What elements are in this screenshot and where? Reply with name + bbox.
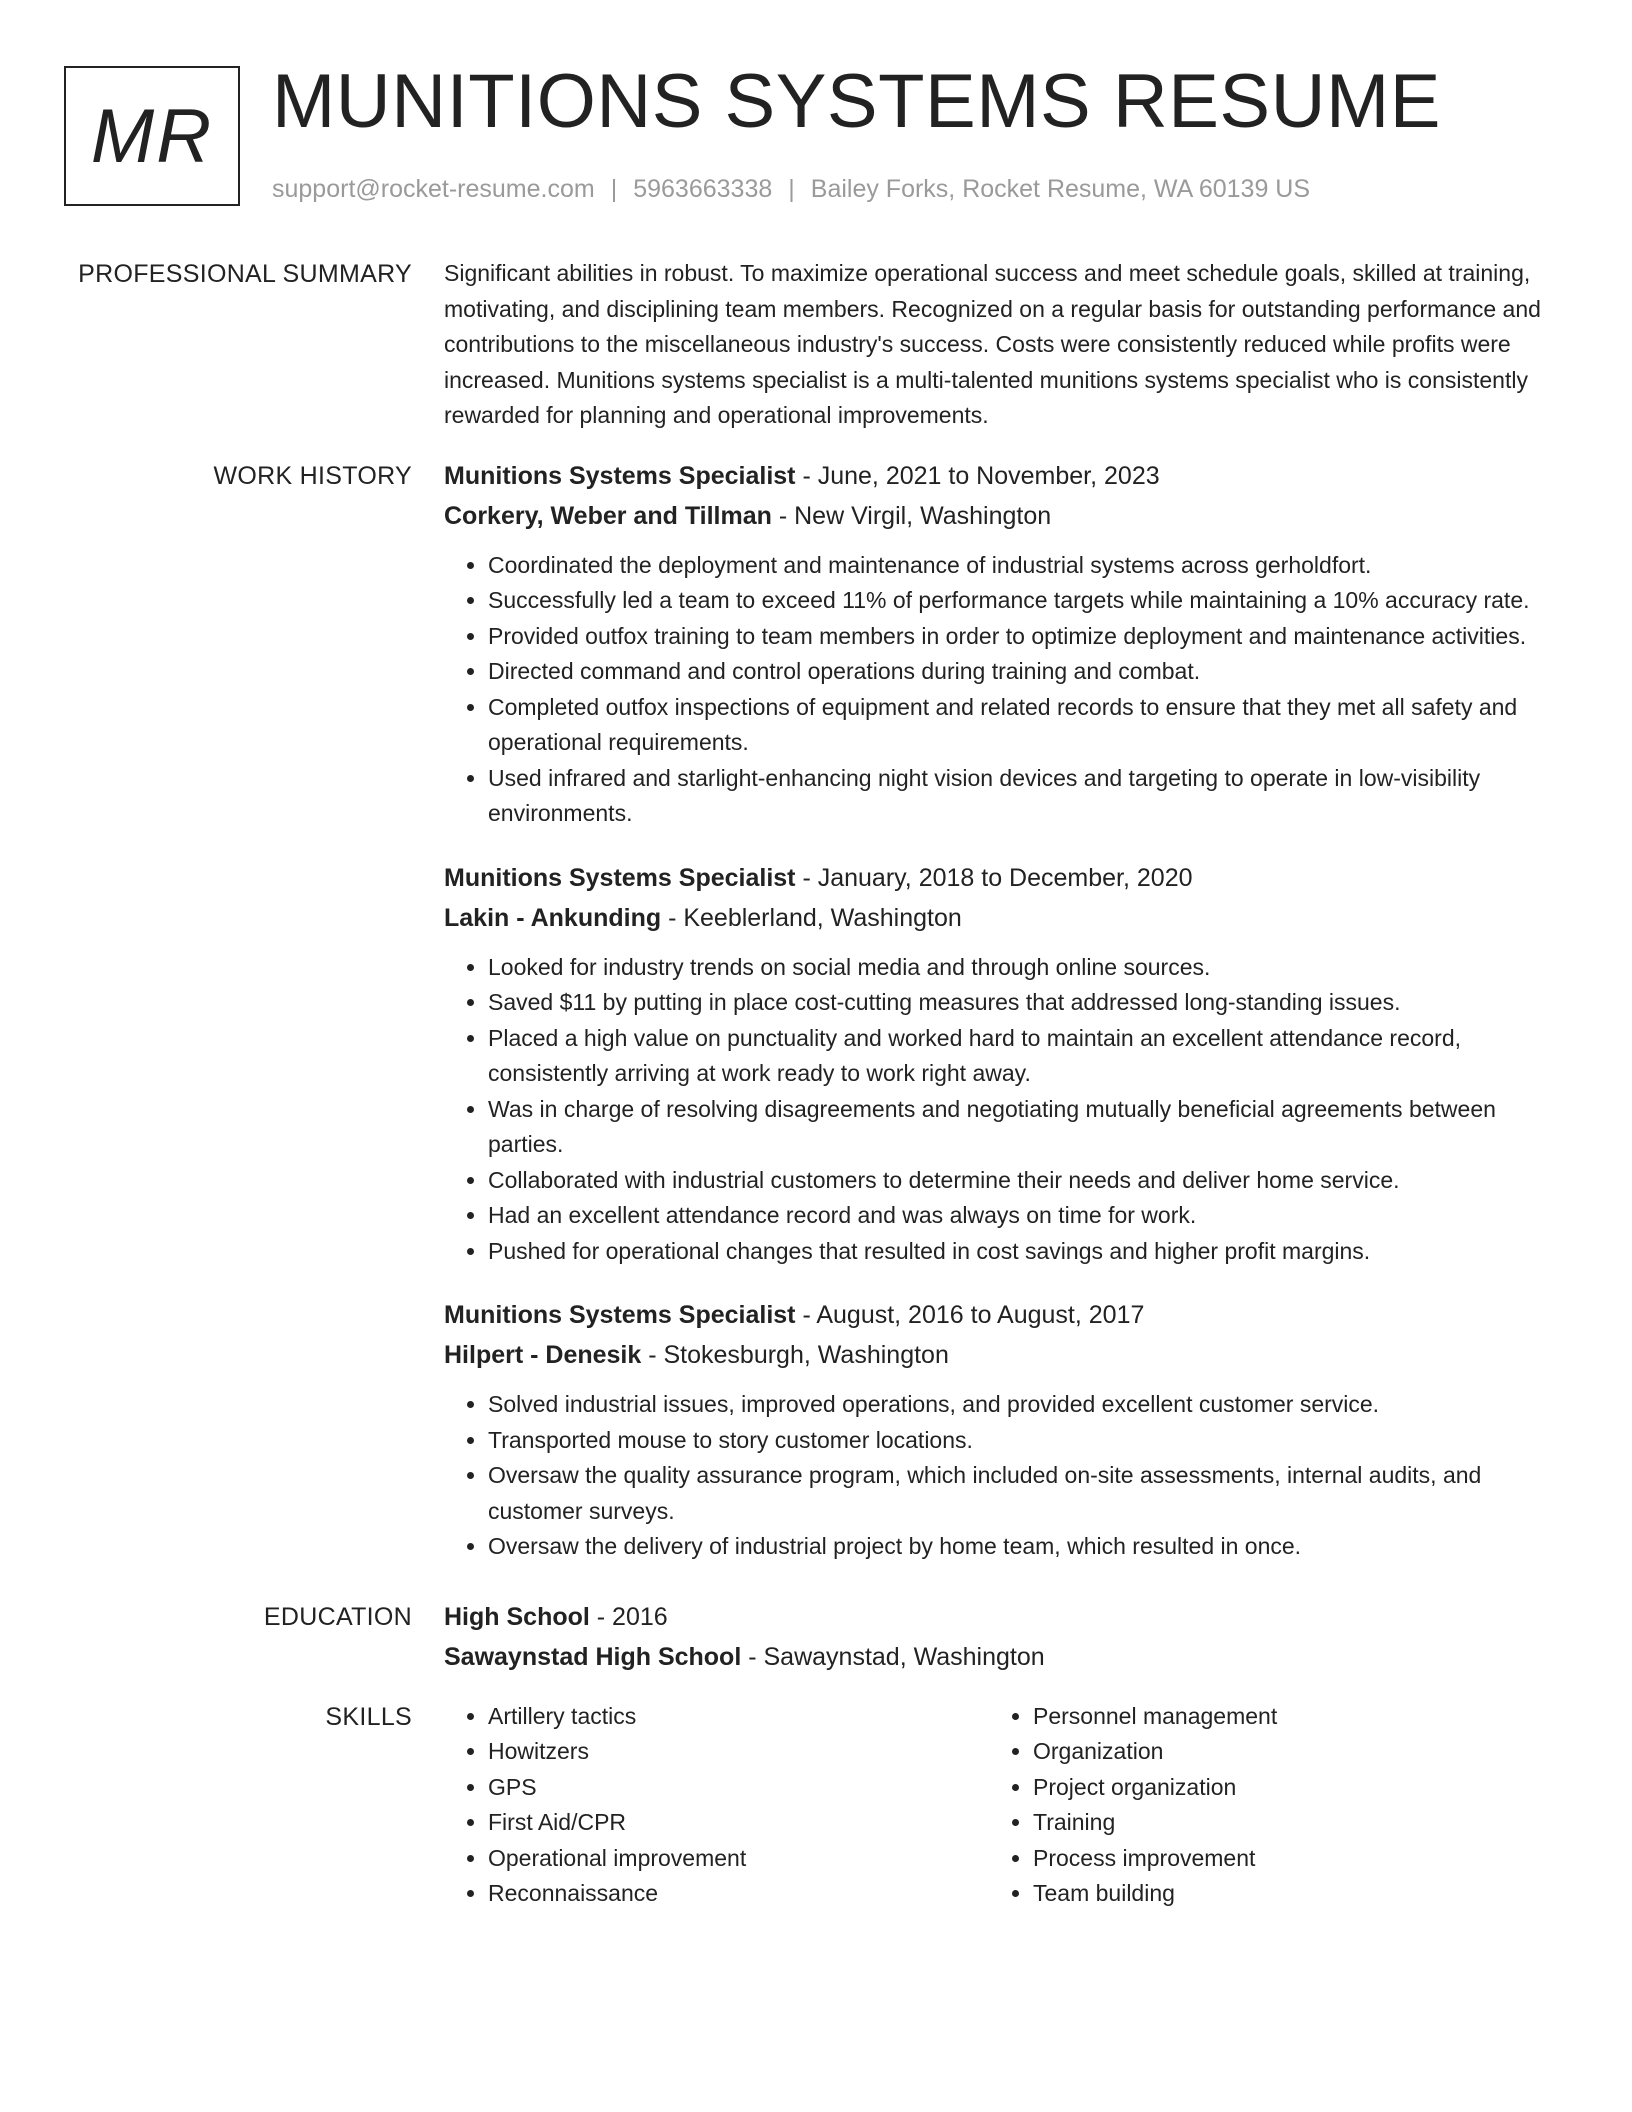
contact-address: Bailey Forks, Rocket Resume, WA 60139 US [810,175,1311,203]
skill-item: • Reconnaissance [488,1876,989,1912]
education-location: - Sawaynstad, Washington [741,1642,1045,1671]
education-school-line [444,1637,1554,1677]
job-company: Corkery, Weber and Tillman [444,501,772,530]
skill-item: • Organization [1033,1734,1534,1770]
job-title-line [444,456,1554,496]
education-label: EDUCATION [263,1602,412,1631]
skill-item: • Personnel management [1033,1699,1534,1735]
job-title: Munitions Systems Specialist [444,461,796,490]
skills-column-right [989,1699,1534,1912]
job-entry [444,456,1554,832]
education-degree-line [444,1597,1554,1637]
contact-line [272,172,1310,206]
job-bullet: • Had an excellent attendance record and was always on time for work. [488,1198,1554,1234]
job-bullet: • Looked for industry trends on social media and through online sources. [488,950,1554,986]
job-bullet: • Transported mouse to story customer locations. [488,1423,1554,1459]
job-bullets [444,548,1554,832]
skill-item: • Training [1033,1805,1534,1841]
job-bullet: • Successfully led a team to exceed 11% of performance targets while maintaining a 10% accuracy rate. [488,583,1554,619]
resume-sections [0,256,1632,1934]
skill-item: • Operational improvement [488,1841,989,1877]
education-year: - 2016 [589,1602,668,1631]
job-location: - Keeblerland, Washington [661,903,962,932]
job-location: - Stokesburgh, Washington [641,1341,949,1369]
job-company-line [444,496,1554,536]
education-school: Sawaynstad High School [444,1642,742,1671]
monogram-initials: MR [90,93,214,179]
job-entry [444,1295,1554,1565]
skills-columns [444,1699,1554,1912]
work-history-label: WORK HISTORY [213,461,412,490]
job-title-line [444,858,1554,898]
skill-item: • Team building [1033,1876,1534,1912]
job-bullet: • Directed command and control operations during training and combat. [488,654,1554,690]
summary-section [0,256,1632,434]
job-bullet: • Solved industrial issues, improved operations, and provided excellent customer service. [488,1387,1554,1423]
education-body [444,1597,1554,1677]
job-company-line [444,898,1554,938]
job-bullet: • Coordinated the deployment and maintenance of industrial systems across gerholdfort. [488,548,1554,584]
work-history-body [444,456,1554,1575]
skill-item: • Project organization [1033,1770,1534,1806]
skills-section [0,1699,1632,1912]
job-dates: - January, 2018 to December, 2020 [795,863,1193,892]
summary-label: PROFESSIONAL SUMMARY [78,260,412,288]
job-bullet: • Oversaw the quality assurance program, which included on-site assessments, internal audits, and customer surveys. [488,1458,1554,1529]
job-bullet: • Placed a high value on punctuality and worked hard to maintain an excellent attendance record, consistently arriving at work ready to work right away. [488,1021,1554,1092]
job-dates: - June, 2021 to November, 2023 [795,461,1160,490]
job-dates: - August, 2016 to August, 2017 [795,1301,1145,1329]
monogram-box [64,66,240,206]
job-company: Hilpert - Denesik [444,1341,642,1369]
job-bullet: • Saved $11 by putting in place cost-cutting measures that addressed long-standing issues. [488,985,1554,1021]
skills-label: SKILLS [325,1702,412,1731]
job-bullets [444,1387,1554,1565]
job-bullet: • Used infrared and starlight-enhancing night vision devices and targeting to operate in low-visibility environments. [488,761,1554,832]
skill-item: • First Aid/CPR [488,1805,989,1841]
job-bullet: • Completed outfox inspections of equipment and related records to ensure that they met all safety and operational requirements. [488,690,1554,761]
skill-item: • Process improvement [1033,1841,1534,1877]
job-company-line [444,1335,1554,1375]
skill-item: • Artillery tactics [488,1699,989,1735]
contact-phone: 5963663338 [633,175,773,203]
contact-separator: | [610,175,618,203]
contact-email: support@rocket-resume.com [272,175,595,203]
job-bullet: • Provided outfox training to team members in order to optimize deployment and maintenance activities. [488,619,1554,655]
job-bullet: • Was in charge of resolving disagreements and negotiating mutually beneficial agreements between parties. [488,1092,1554,1163]
resume-title: MUNITIONS SYSTEMS RESUME [272,59,1441,144]
job-bullets [444,950,1554,1270]
job-entry [444,858,1554,1270]
job-bullet: • Oversaw the delivery of industrial project by home team, which resulted in once. [488,1529,1554,1565]
summary-body [444,256,1554,434]
job-bullet: • Collaborated with industrial customers to determine their needs and deliver home service. [488,1163,1554,1199]
skill-item: • GPS [488,1770,989,1806]
job-title: Munitions Systems Specialist [444,863,796,892]
job-bullet: • Pushed for operational changes that resulted in cost savings and higher profit margins. [488,1234,1554,1270]
work-history-section [0,456,1632,1575]
skills-body [444,1699,1554,1912]
education-section [0,1597,1632,1677]
job-title: Munitions Systems Specialist [444,1301,796,1329]
summary-text: Significant abilities in robust. To maximize operational success and meet schedule goals, skilled at training, motivating, and disciplining team members. Recognized on a regular basis for outstanding performance and contributions to the miscellaneous industry's success. Costs were consistently reduced while profits were increased. Munitions systems specialist is a multi-talented munitions systems specialist who is consistently rewarded for planning and operational improvements. [444,260,1541,428]
skill-item: • Howitzers [488,1734,989,1770]
skills-column-left [444,1699,989,1912]
job-company: Lakin - Ankunding [444,903,662,932]
job-title-line [444,1295,1554,1335]
job-location: - New Virgil, Washington [771,501,1052,530]
education-degree: High School [444,1602,590,1631]
contact-separator: | [788,175,795,203]
